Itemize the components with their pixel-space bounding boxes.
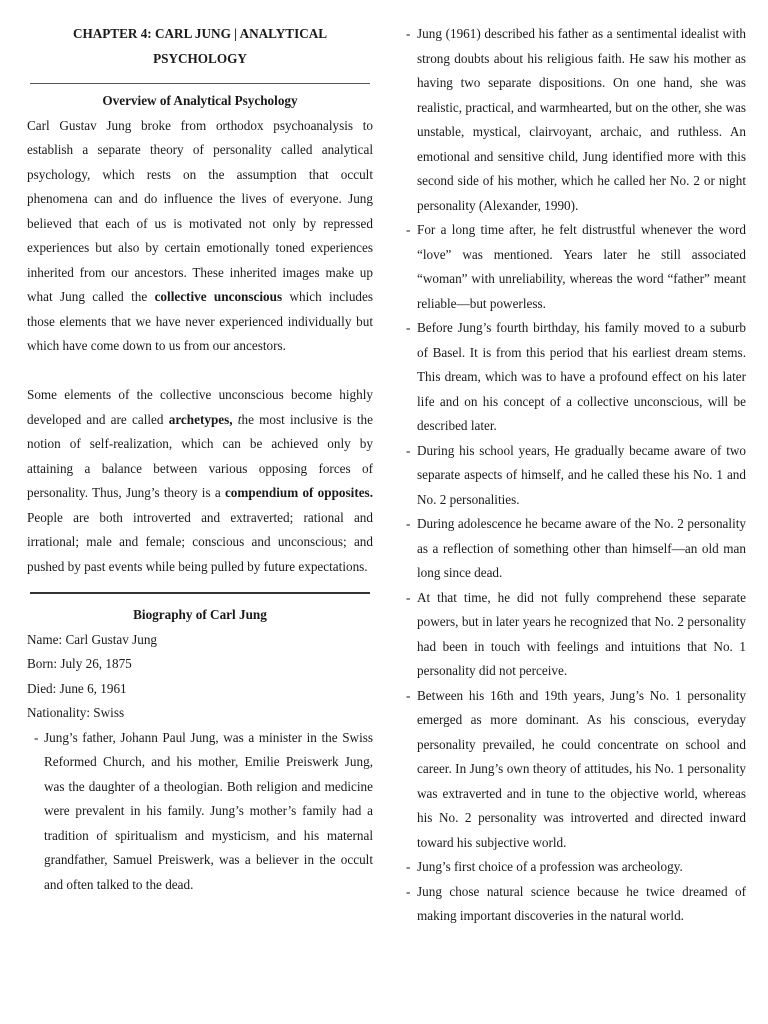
dash-marker: - <box>406 859 411 874</box>
list-item-text: Jung (1961) described his father as a sentimental idealist with strong doubts about his religious faith. He saw his mother as having two separate dispositions. On one hand, she was realistic, practical, and warmhearted, but on the other, she was unstable, mystical, clairvoyant, archaic, and ruthless. An emotional and sensitive child, Jung identified more with this second side of his mother, which he called her No. 2 or night personality (Alexander, 1990). <box>417 26 746 213</box>
chapter-title-line-2: PSYCHOLOGY <box>153 50 247 66</box>
overview-heading: Overview of Analytical Psychology <box>102 93 298 108</box>
overview-p1-text-a: Carl Gustav Jung broke from orthodox psychoanalysis to establish a separate theory of personality called analytical psychology, which rests on the assumption that occult phenomena can and do influence the lives of everyone. Jung believed that each of us is motivated not only by repressed experiences but also by certain emotionally toned experiences inherited from our ancestors. These inherited images make up what Jung called the <box>27 117 373 304</box>
bio-died: Died: June 6, 1961 <box>27 680 127 696</box>
list-item-text: During his school years, He gradually became aware of two separate aspects of himself, and he called these his No. 1 and No. 2 personalities. <box>417 442 746 507</box>
compendium-term: compendium of opposites. <box>224 485 373 500</box>
list-item <box>406 855 746 880</box>
list-item-text: During adolescence he became aware of the No. 2 personality as a reflection of something other than himself—an old man long since dead. <box>417 516 746 580</box>
chapter-title <box>27 22 373 71</box>
dash-marker: - <box>406 26 411 41</box>
list-item <box>406 880 746 929</box>
overview-p2-text-c: People are both introverted and extraverted; rational and irrational; male and female; conscious and unconscious; and pushed by past events while being pulled by future expectations. <box>27 509 373 574</box>
dash-marker: - <box>406 516 411 531</box>
chapter-title-line-1: CHAPTER 4: CARL JUNG | ANALYTICAL <box>72 26 328 41</box>
list-item <box>406 586 746 684</box>
list-item-text: Before Jung’s fourth birthday, his family moved to a suburb of Basel. It is from this period that his earliest dream stems. This dream, which was to have a profound effect on his later life and on his concept of a collective unconscious, will be described later. <box>417 320 746 433</box>
bio-born: Born: July 26, 1875 <box>27 656 132 671</box>
section-divider <box>30 592 370 594</box>
overview-paragraph-1 <box>27 114 373 359</box>
dash-marker: - <box>406 442 411 458</box>
list-item <box>406 684 746 856</box>
overview-p2-text-a: Some elements of the collective unconscious become highly developed and are called <box>27 387 373 427</box>
overview-p2-text-b: he most inclusive is the notion of self-realization, which can be achieved only by attaining a balance between various opposing forces of personality. Thus, Jung’s theory is a <box>27 411 373 500</box>
archetypes-term: archetypes, <box>168 411 238 427</box>
list-item-text: Jung’s first choice of a profession was archeology. <box>417 859 683 874</box>
overview-p1-text-b: which includes those elements that we have never experienced individually but which have come down to us from our ancestors. <box>27 289 373 353</box>
list-item <box>406 218 746 316</box>
right-bullet-list <box>406 22 746 929</box>
list-item <box>406 22 746 218</box>
overview-paragraph-2 <box>27 383 373 579</box>
dash-marker: - <box>34 729 39 745</box>
dash-marker: - <box>406 320 411 335</box>
title-divider <box>30 83 370 84</box>
biography-heading: Biography of Carl Jung <box>133 607 267 622</box>
list-item <box>406 512 746 586</box>
list-item <box>27 726 373 898</box>
list-item-text: Between his 16th and 19th years, Jung’s No. 1 personality emerged as more dominant. As his conscious, everyday personality prevailed, he could concentrate on school and career. In Jung’s own theory of attitudes, his No. 1 personality was extraverted and in tune to the objective world, whereas his No. 2 personality was introverted and directed inward toward his subjective world. <box>417 687 746 850</box>
list-item <box>406 316 746 439</box>
list-item-text: Jung’s father, Johann Paul Jung, was a minister in the Swiss Reformed Church, and his mother, Emilie Preiswerk Jung, was the daughter of a theologian. Both religion and medicine were prevalent in his family. Jung’s mother’s family had a tradition of spiritualism and mysticism, and his maternal grandfather, Samuel Preiswerk, was a believer in the occult and often talked to the dead. <box>44 729 373 892</box>
list-item-text: Jung chose natural science because he twice dreamed of making important discoveries in the natural world. <box>417 883 746 923</box>
list-item-text: At that time, he did not fully comprehend these separate powers, but in later years he recognized that No. 2 personality had been in touch with feelings and intuitions that No. 1 personality did not perceive. <box>417 589 746 678</box>
collective-unconscious-term: collective unconscious <box>154 289 283 304</box>
dash-marker: - <box>406 883 411 899</box>
left-bullet-list <box>27 726 373 898</box>
paragraph-gap <box>27 359 373 384</box>
dash-marker: - <box>406 687 411 703</box>
bio-name: Name: Carl Gustav Jung <box>27 631 158 647</box>
right-column <box>406 22 746 929</box>
bio-nationality: Nationality: Swiss <box>27 705 125 720</box>
dash-marker: - <box>406 222 411 237</box>
list-item <box>406 439 746 513</box>
dash-marker: - <box>406 589 411 605</box>
left-column <box>27 22 373 897</box>
overview-p2-italic-letter: t <box>237 411 242 427</box>
list-item-text: For a long time after, he felt distrustful whenever the word “love” was mentioned. Years later he still associated “woman” with unreliability, whereas the word “father” meant reliable—but powerless. <box>417 222 746 311</box>
